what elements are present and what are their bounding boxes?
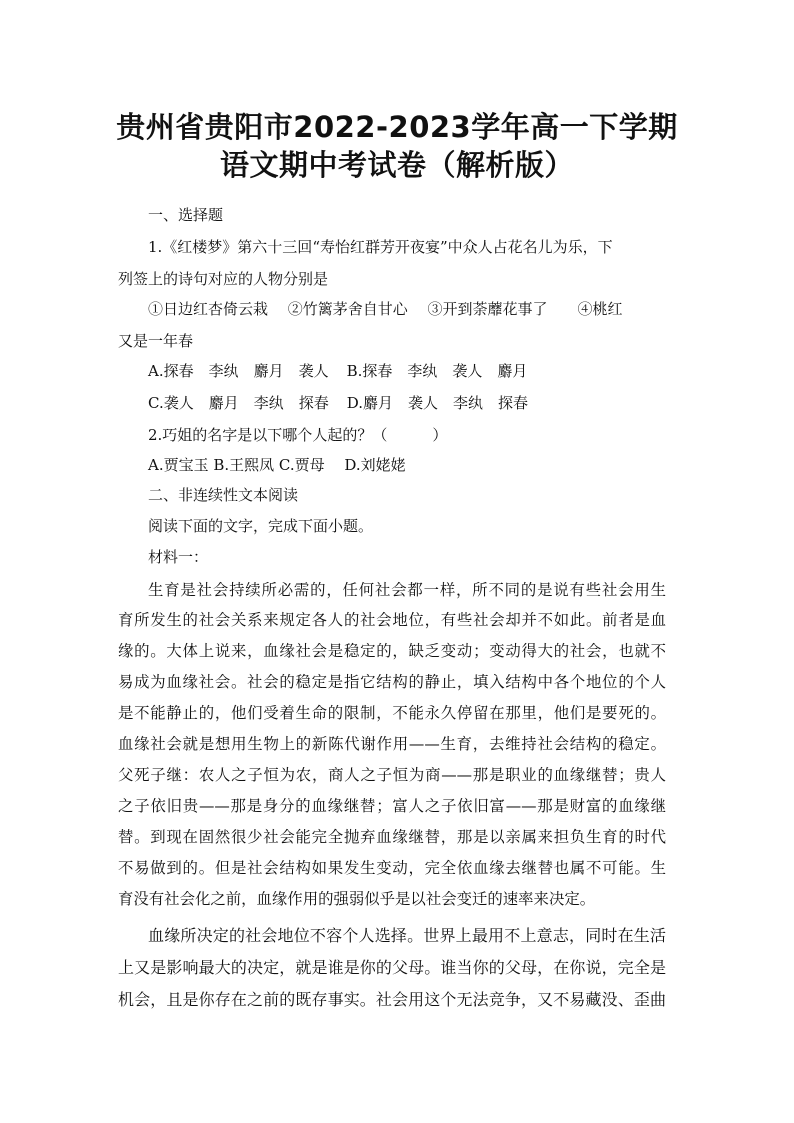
option-a: A.探春 李纨 麝月 袭人 bbox=[148, 362, 329, 380]
option-d: D.麝月 袭人 李纨 探春 bbox=[346, 394, 528, 412]
paragraph-1-line: 替。到现在固然很少社会能完全抛弃血缘继替，那是以亲属来担负生育的时代 bbox=[118, 828, 666, 846]
paragraph-1-line: 育所发生的社会关系来规定各人的社会地位，有些社会却并不如此。前者是血 bbox=[118, 611, 666, 629]
question-2-options: A.贾宝玉 B.王熙凤 C.贾母 D.刘姥姥 bbox=[148, 456, 406, 474]
paragraph-1-line: 缘的。大体上说来，血缘社会是稳定的，缺乏变动；变动得大的社会，也就不 bbox=[118, 642, 666, 660]
section-heading-choice: 一、选择题 bbox=[148, 206, 224, 224]
question-1-stem-cont: 列签上的诗句对应的人物分别是 bbox=[118, 270, 329, 288]
option-b: B.探春 李纨 袭人 麝月 bbox=[346, 362, 528, 380]
page-title: 贵州省贵阳市2022-2023学年高一下学期 bbox=[116, 110, 678, 144]
paragraph-1-line: 易成为血缘社会。社会的稳定是指它结构的静止，填入结构中各个地位的个人 bbox=[118, 673, 666, 691]
paragraph-1-line: 之子依旧贵——那是身分的血缘继替；富人之子依旧富——那是财富的血缘继 bbox=[118, 797, 666, 815]
material-label: 材料一： bbox=[148, 548, 209, 566]
question-1-stem: 1.《红楼梦》第六十三回“寿怡红群芳开夜宴”中众人占花名儿为乐，下 bbox=[148, 238, 613, 256]
paragraph-1-line: 父死子继：农人之子恒为农，商人之子恒为商——那是职业的血缘继替；贵人 bbox=[118, 766, 666, 784]
paragraph-1-line: 血缘社会就是想用生物上的新陈代谢作用——生育，去维持社会结构的稳定。 bbox=[118, 735, 666, 753]
reading-instruction: 阅读下面的文字，完成下面小题。 bbox=[148, 517, 374, 535]
page-subtitle: 语文期中考试卷（解析版） bbox=[219, 148, 574, 182]
paragraph-1-line: 不易做到的。但是社会结构如果发生变动，完全依血缘去继替也属不可能。生 bbox=[118, 859, 666, 877]
question-1-poems-cont: 又是一年春 bbox=[118, 332, 194, 350]
paragraph-1-line: 育没有社会化之前，血缘作用的强弱似乎是以社会变迁的速率来决定。 bbox=[118, 890, 596, 908]
paragraph-1-line: 生育是社会持续所必需的，任何社会都一样，所不同的是说有些社会用生 bbox=[148, 581, 666, 599]
paragraph-2-line: 上又是影响最大的决定，就是谁是你的父母。谁当你的父母，在你说，完全是 bbox=[118, 958, 666, 977]
paragraph-1-line: 是不能静止的，他们受着生命的限制，不能永久停留在那里，他们是要死的。 bbox=[118, 704, 666, 722]
paragraph-2-line: 机会，且是你存在之前的既存事实。社会用这个无法竞争，又不易藏没、歪曲 bbox=[118, 990, 666, 1009]
option-c: C.袭人 麝月 李纨 探春 bbox=[148, 394, 329, 412]
section-heading-reading: 二、非连续性文本阅读 bbox=[148, 486, 299, 504]
question-2-stem: 2.巧姐的名字是以下哪个人起的？（ ） bbox=[148, 426, 448, 444]
paragraph-2-line: 血缘所决定的社会地位不容个人选择。世界上最用不上意志，同时在生活 bbox=[148, 926, 666, 945]
question-1-poems: ①日边红杏倚云栽 ②竹篱茅舍自甘心 ③开到荼蘼花事了 ④桃红 bbox=[148, 300, 623, 318]
